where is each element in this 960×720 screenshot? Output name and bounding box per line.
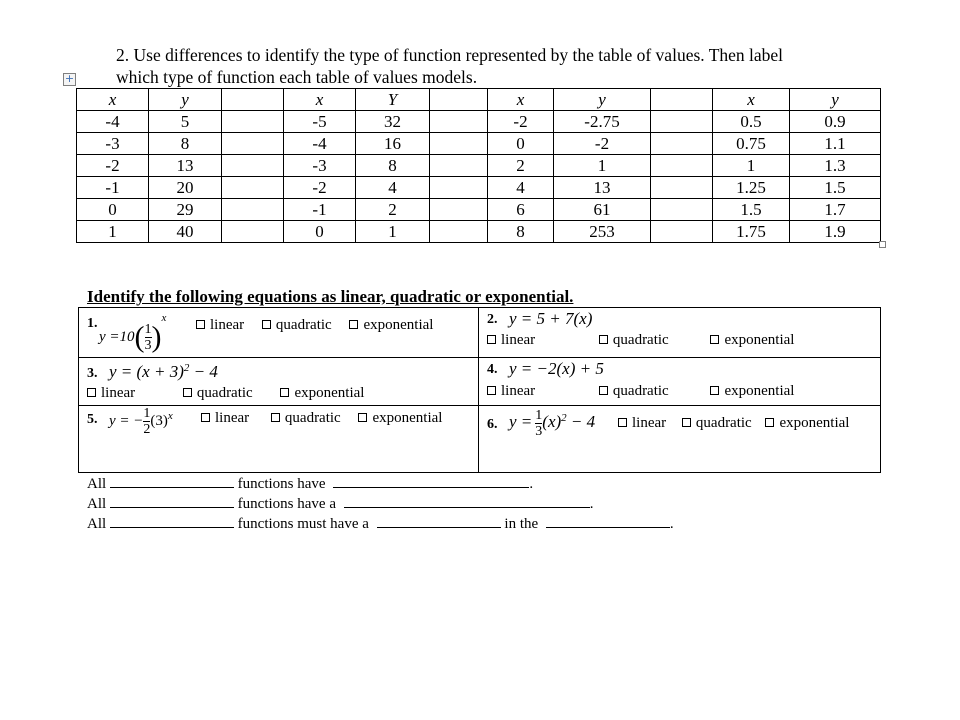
prompt-line-2: which type of function each table of values models. xyxy=(116,67,478,87)
values-row xyxy=(77,177,881,199)
x-value: 2 xyxy=(488,155,554,177)
checkbox-icon[interactable] xyxy=(710,386,719,395)
option-quadratic[interactable]: quadratic xyxy=(599,332,669,348)
y-value: 0.9 xyxy=(790,111,881,133)
checkbox-icon[interactable] xyxy=(618,418,627,427)
values-row xyxy=(77,199,881,221)
y-value: 8 xyxy=(149,133,222,155)
option-linear[interactable]: linear xyxy=(196,317,244,333)
equations-grid xyxy=(78,307,881,473)
equation-cell-5 xyxy=(79,406,479,473)
answer-blank[interactable] xyxy=(110,474,234,488)
equation-number: 3. xyxy=(87,366,98,381)
checkbox-icon[interactable] xyxy=(487,335,496,344)
y-value: 1.1 xyxy=(790,133,881,155)
x-value: -3 xyxy=(284,155,356,177)
fraction: $\frac{1}{3}$ xyxy=(535,408,543,439)
answer-blank[interactable] xyxy=(110,514,234,528)
table-spacer xyxy=(651,221,713,243)
y-value: 1.5 xyxy=(790,177,881,199)
answer-blank[interactable] xyxy=(546,514,670,528)
tables-body xyxy=(77,89,881,243)
option-linear[interactable]: linear xyxy=(487,383,535,399)
option-exponential[interactable]: exponential xyxy=(280,385,364,401)
table-resize-handle-icon[interactable] xyxy=(879,241,886,248)
y-value: 61 xyxy=(554,199,651,221)
table-spacer xyxy=(651,133,713,155)
fraction: $\frac{1}{3}$ xyxy=(144,322,152,354)
x-value: -2 xyxy=(284,177,356,199)
equation-number: 1. xyxy=(87,316,98,331)
values-row xyxy=(77,111,881,133)
y-value: 1.9 xyxy=(790,221,881,243)
table-spacer xyxy=(430,89,488,111)
x-value: 0 xyxy=(77,199,149,221)
table-spacer xyxy=(222,177,284,199)
option-quadratic[interactable]: quadratic xyxy=(271,410,341,426)
x-header: x xyxy=(284,89,356,111)
options-row xyxy=(87,385,364,402)
equation-1: y =10( $\frac{1}{3}$ )$^x$ xyxy=(99,312,167,354)
checkbox-icon[interactable] xyxy=(87,388,96,397)
y-value: 1.7 xyxy=(790,199,881,221)
equation-cell-1 xyxy=(79,308,479,358)
x-value: 0.75 xyxy=(713,133,790,155)
y-value: 13 xyxy=(554,177,651,199)
table-spacer xyxy=(222,89,284,111)
x-value: 0 xyxy=(284,221,356,243)
table-spacer xyxy=(430,111,488,133)
y-value: -2.75 xyxy=(554,111,651,133)
fraction: $\frac{1}{2}$ xyxy=(143,406,151,437)
y-value: 5 xyxy=(149,111,222,133)
problem-prompt xyxy=(116,44,856,88)
option-exponential[interactable]: exponential xyxy=(710,383,794,399)
option-exponential[interactable]: exponential xyxy=(349,317,433,333)
answer-blank[interactable] xyxy=(377,514,501,528)
table-spacer xyxy=(651,111,713,133)
values-row xyxy=(77,133,881,155)
tables-of-values xyxy=(76,88,881,243)
equation-cell-6 xyxy=(479,406,881,473)
y-header: y xyxy=(554,89,651,111)
checkbox-icon[interactable] xyxy=(196,320,205,329)
checkbox-icon[interactable] xyxy=(183,388,192,397)
x-header: x xyxy=(713,89,790,111)
checkbox-icon[interactable] xyxy=(599,386,608,395)
values-row xyxy=(77,221,881,243)
table-move-handle-icon[interactable]: + xyxy=(64,72,75,85)
table-spacer xyxy=(430,221,488,243)
equation-number: 4. xyxy=(487,362,498,377)
checkbox-icon[interactable] xyxy=(599,335,608,344)
options-row xyxy=(196,317,433,334)
option-linear[interactable]: linear xyxy=(87,385,135,401)
table-spacer xyxy=(222,155,284,177)
table-spacer xyxy=(222,133,284,155)
table-spacer xyxy=(430,133,488,155)
option-linear[interactable]: linear xyxy=(201,410,249,426)
x-value: 1.5 xyxy=(713,199,790,221)
x-value: -4 xyxy=(284,133,356,155)
checkbox-icon[interactable] xyxy=(487,386,496,395)
y-value: 1.3 xyxy=(790,155,881,177)
y-value: 32 xyxy=(356,111,430,133)
equation-lhs: y =10 xyxy=(99,329,135,345)
option-quadratic[interactable]: quadratic xyxy=(682,415,752,431)
equation-cell-2 xyxy=(479,308,881,358)
equation-number: 6. xyxy=(487,417,498,432)
checkbox-icon[interactable] xyxy=(765,418,774,427)
x-value: 8 xyxy=(488,221,554,243)
fill-in-line-3: All functions must have a in the . xyxy=(87,516,674,532)
table-spacer xyxy=(222,111,284,133)
table-spacer xyxy=(651,155,713,177)
table-spacer xyxy=(651,89,713,111)
x-value: 1.25 xyxy=(713,177,790,199)
checkbox-icon[interactable] xyxy=(201,413,210,422)
equation-cell-4 xyxy=(479,358,881,406)
table-spacer xyxy=(222,199,284,221)
y-value: 8 xyxy=(356,155,430,177)
y-value: 20 xyxy=(149,177,222,199)
option-exponential[interactable]: exponential xyxy=(710,332,794,348)
checkbox-icon[interactable] xyxy=(262,320,271,329)
table-spacer xyxy=(222,221,284,243)
fill-in-line-2: All functions have a . xyxy=(87,496,594,512)
x-value: 1 xyxy=(77,221,149,243)
table-spacer xyxy=(430,177,488,199)
y-value: 40 xyxy=(149,221,222,243)
equation-5: y = − $\frac{1}{2}$ $(3)^x$ xyxy=(109,406,173,437)
options-row xyxy=(201,410,442,427)
x-value: 0.5 xyxy=(713,111,790,133)
equation-4: y = −2(x) + 5 xyxy=(509,359,604,378)
equation-6: y = $\frac{1}{3}$ $(x)^2 - 4$ xyxy=(509,408,596,439)
checkbox-icon[interactable] xyxy=(271,413,280,422)
option-exponential[interactable]: exponential xyxy=(358,410,442,426)
option-quadratic[interactable]: quadratic xyxy=(262,317,332,333)
x-header: x xyxy=(77,89,149,111)
checkbox-icon[interactable] xyxy=(358,413,367,422)
options-row xyxy=(487,383,794,400)
values-header-row xyxy=(77,89,881,111)
y-value: -2 xyxy=(554,133,651,155)
x-value: -4 xyxy=(77,111,149,133)
answer-blank[interactable] xyxy=(333,474,529,488)
y-value: 1 xyxy=(554,155,651,177)
x-value: 1 xyxy=(713,155,790,177)
fill-in-line-1: All functions have . xyxy=(87,476,534,492)
y-value: 4 xyxy=(356,177,430,199)
answer-blank[interactable] xyxy=(110,494,234,508)
options-row xyxy=(618,415,849,432)
options-row xyxy=(487,332,794,349)
x-header: x xyxy=(488,89,554,111)
equation-number: 5. xyxy=(87,412,98,427)
equation-3: $y = (x + 3)^2 - 4$ xyxy=(109,362,218,381)
y-header: Y xyxy=(356,89,430,111)
y-value: 16 xyxy=(356,133,430,155)
x-value: 4 xyxy=(488,177,554,199)
table-spacer xyxy=(430,155,488,177)
y-value: 253 xyxy=(554,221,651,243)
x-value: -2 xyxy=(488,111,554,133)
x-value: -2 xyxy=(77,155,149,177)
equation-2: y = 5 + 7(x) xyxy=(509,309,593,328)
y-header: y xyxy=(790,89,881,111)
y-value: 29 xyxy=(149,199,222,221)
checkbox-icon[interactable] xyxy=(349,320,358,329)
x-value: -3 xyxy=(77,133,149,155)
prompt-line-1: 2. Use differences to identify the type of function represented by the table of values. Then label xyxy=(116,45,784,65)
checkbox-icon[interactable] xyxy=(682,418,691,427)
x-value: -5 xyxy=(284,111,356,133)
x-value: 6 xyxy=(488,199,554,221)
x-value: 1.75 xyxy=(713,221,790,243)
option-linear[interactable]: linear xyxy=(618,415,666,431)
option-exponential[interactable]: exponential xyxy=(765,415,849,431)
option-quadratic[interactable]: quadratic xyxy=(599,383,669,399)
table-spacer xyxy=(430,199,488,221)
equation-number: 2. xyxy=(487,312,498,327)
y-value: 2 xyxy=(356,199,430,221)
checkbox-icon[interactable] xyxy=(710,335,719,344)
y-value: 13 xyxy=(149,155,222,177)
equation-cell-3 xyxy=(79,358,479,406)
answer-blank[interactable] xyxy=(344,494,590,508)
section-heading: Identify the following equations as linear, quadratic or exponential. xyxy=(87,287,574,306)
values-row xyxy=(77,155,881,177)
y-header: y xyxy=(149,89,222,111)
table-spacer xyxy=(651,199,713,221)
checkbox-icon[interactable] xyxy=(280,388,289,397)
x-value: 0 xyxy=(488,133,554,155)
y-value: 1 xyxy=(356,221,430,243)
option-quadratic[interactable]: quadratic xyxy=(183,385,253,401)
x-value: -1 xyxy=(77,177,149,199)
table-spacer xyxy=(651,177,713,199)
x-value: -1 xyxy=(284,199,356,221)
option-linear[interactable]: linear xyxy=(487,332,535,348)
